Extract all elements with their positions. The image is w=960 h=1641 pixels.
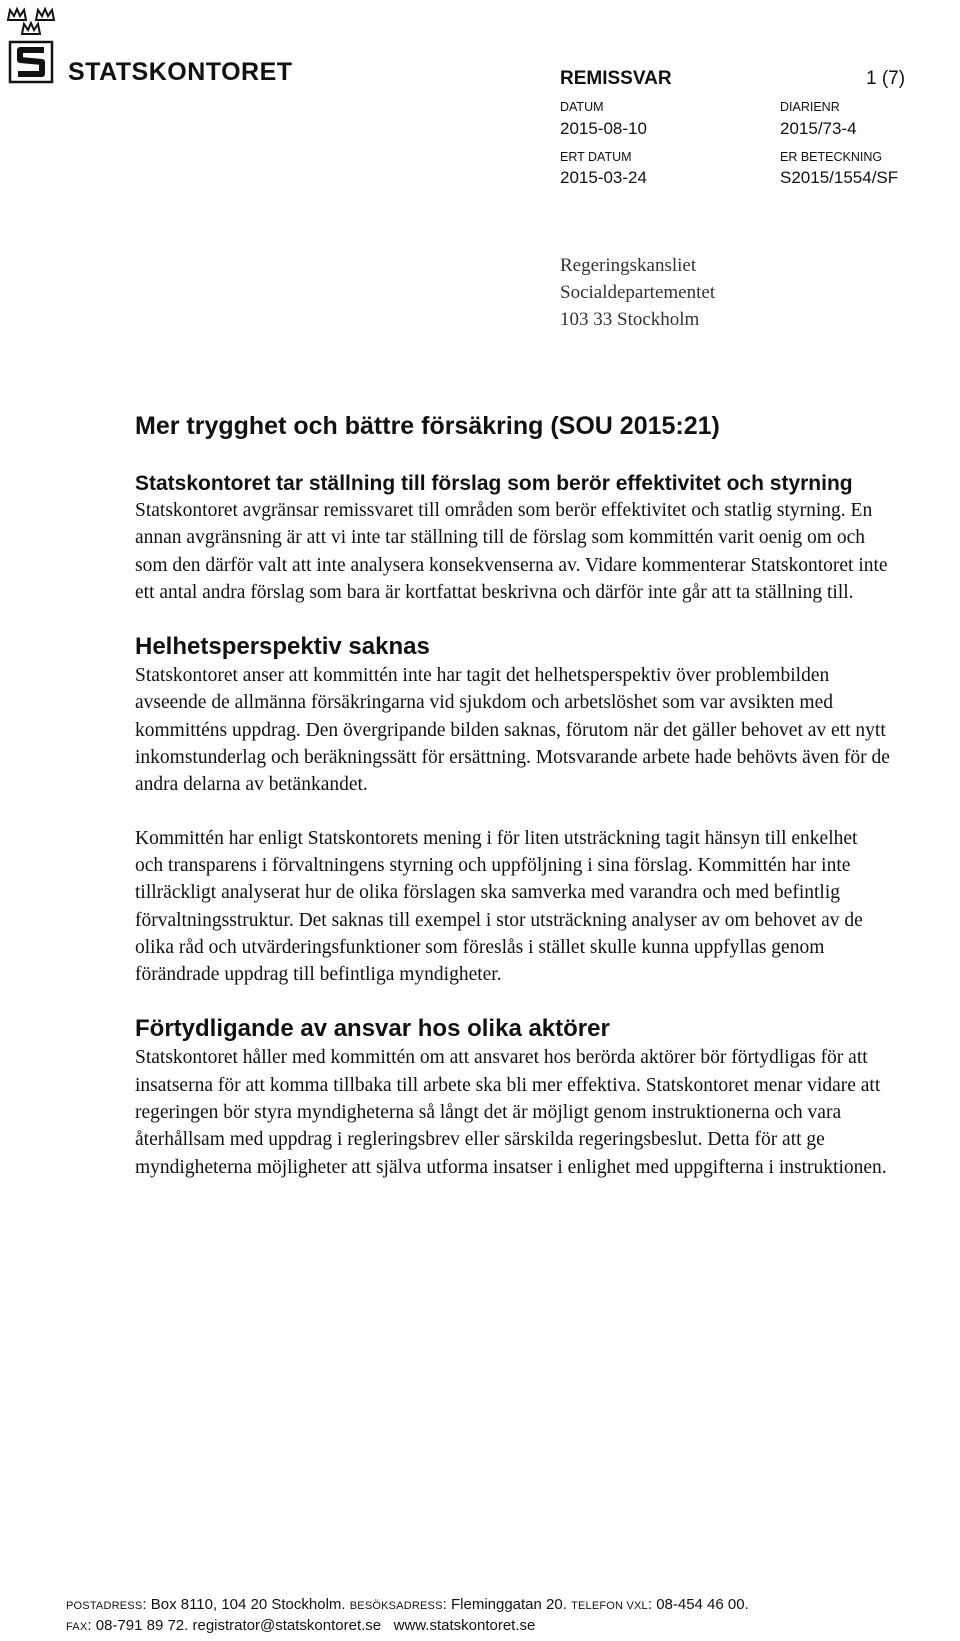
telefon-value: 08-454 46 00. [656, 1596, 749, 1613]
footer-contact [66, 1595, 749, 1637]
postadress-label: POSTADRESS [66, 1600, 143, 1612]
besoksadress-value: Fleminggatan 20. [450, 1596, 567, 1613]
section-heading: Förtydligande av ansvar hos olika aktörer [135, 1015, 610, 1043]
crowns-and-s-emblem-icon [6, 6, 62, 86]
datum-label: DATUM [560, 100, 604, 114]
telefon-label: TELEFON VXL [571, 1600, 648, 1612]
statskontoret-logo [6, 6, 62, 91]
fax-value: 08-791 89 72. [95, 1617, 189, 1634]
er-beteckning-label: ER BETECKNING [780, 150, 883, 164]
email-link[interactable]: registrator@statskontoret.se [192, 1617, 382, 1634]
document-title: Mer trygghet och bättre försäkring (SOU 2015:21) [135, 412, 720, 440]
recipient-line: Socialdepartementet [560, 282, 716, 303]
recipient-address [560, 252, 715, 333]
fax-label: FAX [66, 1621, 88, 1633]
postadress-value: Box 8110, 104 20 Stockholm. [150, 1596, 346, 1613]
intro-paragraph: Statskontoret avgränsar remissvaret till områden som berör effektivitet och statlig styrning. En annan avgränsning är att vi inte tar ställning till de förslag som kommittén varit oenig om och som den därför valt att inte analysera konsekvenserna av. Vidare kommenterar Statskontoret inte ett antal andra förslag som bara är kortfattat beskrivna och därför inte går att ta ställning till. [135, 500, 888, 603]
ert-datum-label: ERT DATUM [560, 150, 632, 164]
ert-datum-value: 2015-03-24 [560, 168, 647, 187]
recipient-line: 103 33 Stockholm [560, 309, 700, 330]
datum-value: 2015-08-10 [560, 119, 647, 138]
document-type: REMISSVAR [560, 68, 672, 89]
body-paragraph: Statskontoret håller med kommittén om att ansvaret hos berörda aktörer bör förtydligas för att insatserna för att komma tillbaka till arbete ska bli mer effektiva. Statskontoret menar vidare att regeringen bör styra myndigheterna så långt det är möjligt genom instruktionerna och vara återhållsam med uppdrag i regleringsbrev eller särskilda regeringsbeslut. Detta för att ge myndigheterna möjligheter att själva utforma insatser i enlighet med uppgifterna i instruktionen. [135, 1047, 887, 1178]
document-body [135, 410, 890, 1181]
page-number: 1 (7) [866, 68, 906, 89]
footer-line-1: POSTADRESS: Box 8110, 104 20 Stockholm. BESÖKSADRESS: Fleminggatan 20. TELEFON VXL: 08-454 46 00. [66, 1596, 749, 1613]
er-beteckning-value: S2015/1554/SF [780, 168, 899, 187]
logo-wordmark: STATSKONTORET [68, 58, 293, 86]
body-paragraph: Statskontoret anser att kommittén inte har tagit det helhetsperspektiv över problembilden avseende de allmänna försäkringarna vid sjukdom och arbetslöshet som var avsikten med kommitténs uppdrag. Den övergripande bilden saknas, förutom när det gäller behovet av ett nytt inkomstunderlag och beräkningssätt för ersättning. Motsvarande arbete hade behövts även för de andra delarna av betänkandet. [135, 665, 890, 796]
section-heading: Helhetsperspektiv saknas [135, 633, 430, 661]
footer-line-2: FAX: 08-791 89 72. registrator@statskontoret.se www.statskontoret.se [66, 1617, 536, 1634]
website-link[interactable]: www.statskontoret.se [393, 1617, 536, 1634]
diarienr-value: 2015/73-4 [780, 119, 857, 138]
besoksadress-label: BESÖKSADRESS [349, 1600, 443, 1612]
body-paragraph: Kommittén har enligt Statskontorets mening i för liten utsträckning tagit hänsyn till enkelhet och transparens i förvaltningens styrning och uppföljning i sina förslag. Kommittén har inte tillräckligt analyserat hur de olika förslagen ska samverka med varandra och med befintlig förvaltningsstruktur. Det saknas till exempel i stor utsträckning analyser av om behovet av de olika råd och utvärderingsfunktioner som föreslås i stället skulle kunna uppfyllas genom förändrade uppdrag till befintliga myndigheter. [135, 827, 863, 986]
recipient-line: Regeringskansliet [560, 255, 697, 276]
document-subtitle: Statskontoret tar ställning till förslag som berör effektivitet och styrning [135, 472, 853, 495]
diarienr-label: DIARIENR [780, 100, 840, 114]
